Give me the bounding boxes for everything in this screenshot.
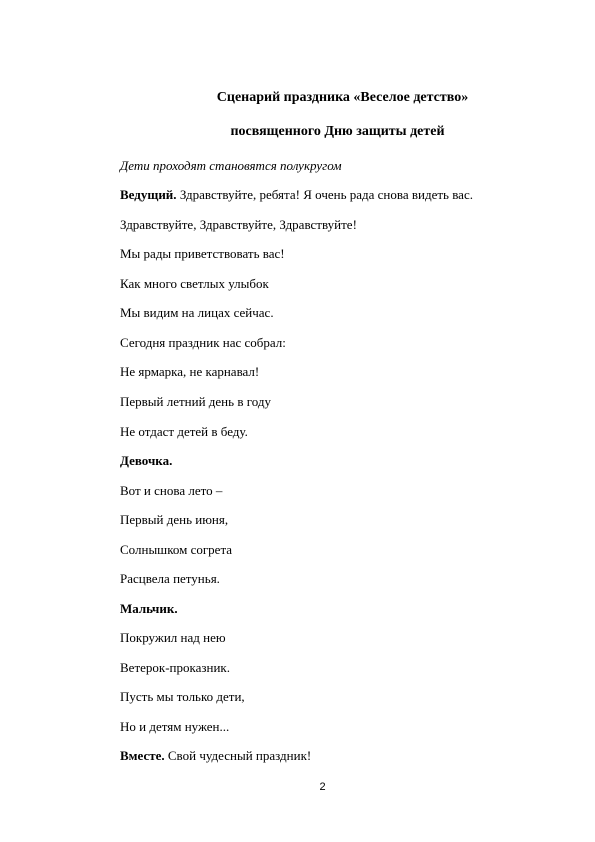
line-text: Вот и снова лето – [120,483,223,498]
text-line [120,571,220,587]
text-line [120,394,271,410]
text-line [120,542,232,558]
text-line [120,246,285,262]
line-text: Не ярмарка, не карнавал! [120,364,260,379]
line-text: Но и детям нужен... [120,719,230,734]
line-text: Солнышком согрета [120,542,233,557]
line-text: Ветерок-проказник. [120,660,230,675]
line-text: Покружил над нею [120,630,226,645]
text-line [120,217,357,233]
speaker-label: Вместе. [120,748,165,763]
text-line [120,305,274,321]
text-line [120,335,286,351]
speaker-label: Мальчик. [120,601,178,616]
speaker-label: Девочка. [120,453,173,468]
line-text: Здравствуйте, Здравствуйте, Здравствуйте! [120,217,357,232]
text-line [120,601,178,617]
text-line [120,748,311,764]
speaker-label: Ведущий. [120,187,177,202]
document-subtitle: посвященного Дню защиты детей [230,124,445,139]
text-line [120,483,222,499]
line-text: Сегодня праздник нас собрал: [120,335,286,350]
text-line [120,453,172,469]
line-text: Первый летний день в году [120,394,271,409]
line-text: Свой чудесный праздник! [164,748,312,763]
text-line [120,276,269,292]
page-number: 2 [319,781,326,793]
line-text: Первый день июня, [120,512,229,527]
stage-direction: Дети проходят становятся полукругом [120,158,342,173]
text-line [120,630,226,646]
line-text: Пусть мы только дети, [120,689,245,704]
line-text: Здравствуйте, ребята! Я очень рада снова видеть вас. [176,187,473,202]
text-line [120,660,230,676]
text-line [120,424,248,440]
text-line [120,719,229,735]
document-title: Сценарий праздника «Веселое детство» [216,90,469,105]
line-text: Мы рады приветствовать вас! [120,246,285,261]
line-text: Не отдаст детей в беду. [120,424,248,439]
line-text: Расцвела петунья. [120,571,220,586]
text-line [120,364,259,380]
line-text: Как много светлых улыбок [120,276,269,291]
text-line [120,512,228,528]
line-text: Мы видим на лицах сейчас. [120,305,274,320]
text-line [120,689,245,705]
text-line [120,187,473,203]
